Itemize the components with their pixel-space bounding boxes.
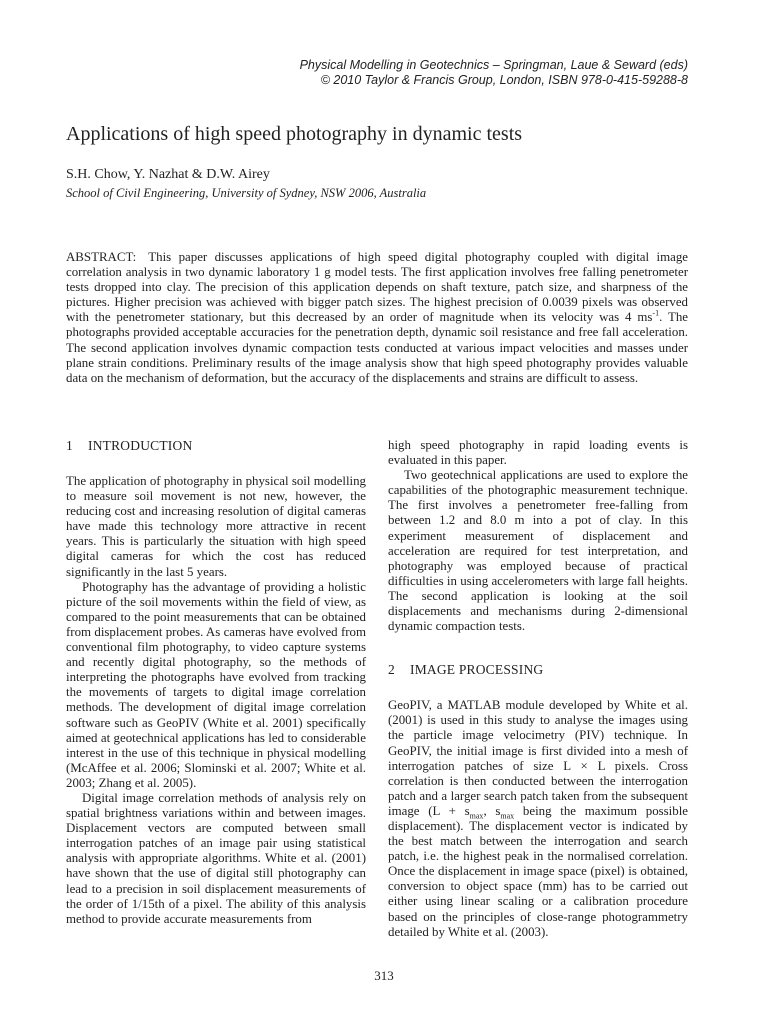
paper-authors: S.H. Chow, Y. Nazhat & D.W. Airey bbox=[66, 167, 270, 182]
left-column bbox=[66, 438, 366, 927]
imgproc-text-a: GeoPIV, a MATLAB module developed by White et al. (2001) is used in this study to analyse the images using the particle image velocimetry (PIV) technique. In GeoPIV, the initial image is first divided into a mesh of interrogation patches of size L × L pixels. Cross correlation is then conducted between the interrogation patch and a larger search patch taken from the subsequent image (L + s bbox=[388, 698, 688, 818]
section-number: 2 bbox=[388, 662, 395, 678]
paper-affiliation: School of Civil Engineering, University of Sydney, NSW 2006, Australia bbox=[66, 186, 427, 200]
right-column bbox=[388, 438, 688, 940]
section-title: INTRODUCTION bbox=[88, 438, 193, 453]
running-header bbox=[300, 58, 688, 88]
section-title: IMAGE PROCESSING bbox=[410, 662, 544, 678]
intro-paragraph-3-continued: high speed photography in rapid loading events is evaluated in this paper. bbox=[388, 438, 688, 468]
intro-paragraph-2: Photography has the advantage of providing a holistic picture of the soil movements within the field of view, as compared to the point measurements that can be obtained from displacement probes. As cameras have evolved from conventional film photography, to video capture systems and recently digital photography, so the methods of interpreting the photographs have evolved from tracking the movements of targets to digital image correlation methods. The development of digital image correlation software such as GeoPIV (White et al. 2001) specifically aimed at geotechnical applications has led to considerable interest in the use of this technique in physical modelling (McAffee et al. 2006; Slominski et al. 2007; White et al. 2003; Zhang et al. 2005). bbox=[66, 579, 366, 790]
abstract-text-a: This paper discusses applications of high speed digital photography coupled with digital image correlation analysis in two dynamic laboratory 1 g model tests. The first application involves free falling penetrometer tests dropped into clay. The precision of this application depends on shaft texture, patch size, and sharpness of the pictures. Higher precision was achieved with bigger patch sizes. The highest precision of 0.0039 pixels was observed with the penetrometer stationary, but this decreased by an order of magnitude when its velocity was 4 ms bbox=[66, 250, 688, 325]
section-heading-image-processing bbox=[388, 662, 688, 678]
intro-paragraph-1: The application of photography in physical soil modelling to measure soil movement is not new, however, the reducing cost and increasing resolution of digital cameras have made this technology more attractive in recent years. This is particularly the situation with high speed digital cameras for which the cost has reduced significantly in the last 5 years. bbox=[66, 474, 366, 579]
page-number: 313 bbox=[374, 968, 394, 983]
section-number: 1 bbox=[66, 438, 73, 453]
imgproc-text-c: being the maximum possible displacement). The displacement vector is indicated by the best match between the interrogation and search patch, i.e. the highest peak in the normalised correlation. Once the displacement in image space (pixel) is obtained, conversion to object space (mm) has to be carried out either using linear scaling or a calibration procedure based on the principles of close-range photogrammetry detailed by White et al. (2003). bbox=[388, 803, 689, 939]
subscript-max: max bbox=[469, 811, 484, 821]
abstract-label: ABSTRACT: bbox=[66, 250, 137, 264]
intro-paragraph-3: Digital image correlation methods of analysis rely on spatial brightness variations within and between images. Displacement vectors are computed between small interrogation patches of an image pair using statistical analysis with appropriate algorithms. White et al. (2001) have shown that the use of digital still photography can lead to a precision in soil displacement measurements of the order of 1/15th of a pixel. The ability of this analysis method to provide accurate measurements from bbox=[66, 790, 366, 926]
abstract-superscript: -1 bbox=[652, 309, 660, 319]
paper-title: Applications of high speed photography in dynamic tests bbox=[66, 123, 523, 145]
subscript-max: max bbox=[500, 811, 515, 821]
intro-paragraph-4: Two geotechnical applications are used to explore the capabilities of the photographic measurement technique. The first involves a penetrometer free-falling from between 1.2 and 8.0 m into a pot of clay. In this experiment measurement of displacement and acceleration are required for test interpretation, and photography was employed because of practical difficulties in using accelerometers with large fall heights. The second application is looking at the soil displacements and mechanisms during 2-dimensional dynamic compaction tests. bbox=[388, 468, 688, 634]
imgproc-paragraph-1 bbox=[388, 698, 688, 940]
abstract-text-b: . The photographs provided acceptable accuracies for the penetration depth, dynamic soil resistance and free fall acceleration. The second application involves dynamic compaction tests conducted at various impact velocities and masses under plane strain conditions. Preliminary results of the image analysis show that high speed photography provides valuable data on the mechanism of deformation, but the accuracy of the displacements and strains are difficult to assess. bbox=[66, 310, 688, 385]
section-heading-introduction bbox=[66, 438, 366, 454]
imgproc-text-b: , s bbox=[483, 803, 501, 818]
abstract bbox=[66, 250, 688, 386]
header-line-2: © 2010 Taylor & Francis Group, London, ISBN 978-0-415-59288-8 bbox=[320, 73, 688, 87]
header-line-1: Physical Modelling in Geotechnics – Springman, Laue & Seward (eds) bbox=[299, 58, 688, 72]
